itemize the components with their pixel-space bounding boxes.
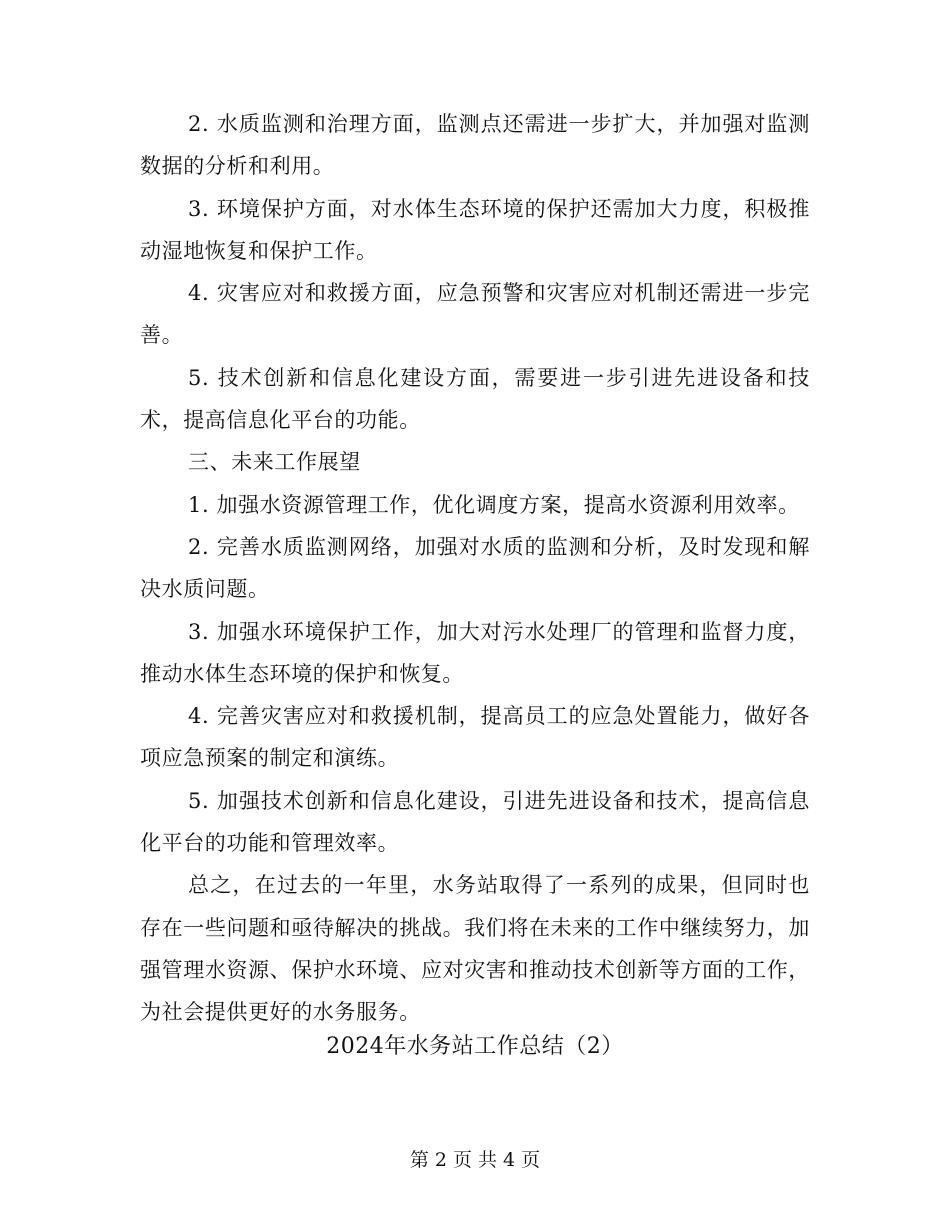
page-footer: 第 2 页 共 4 页: [409, 1149, 541, 1171]
paragraph-technology-issue: 5. 技术创新和信息化建设方面，需要进一步引进先进设备和技术，提高信息化平台的功能。: [140, 365, 810, 433]
paragraph-plan-water-quality: 2. 完善水质监测网络，加强对水质的监测和分析，及时发现和解决水质问题。: [140, 534, 810, 602]
paragraph-disaster-issue: 4. 灾害应对和救援方面，应急预警和灾害应对机制还需进一步完善。: [140, 281, 810, 348]
paragraph-plan-water-resources: 1. 加强水资源管理工作，优化调度方案，提高水资源利用效率。: [188, 492, 800, 517]
section-heading-future-outlook: 三、未来工作展望: [188, 450, 361, 475]
document-body: [140, 103, 810, 1034]
document-title: 2024年水务站工作总结（2）: [326, 1034, 624, 1059]
paragraph-plan-environment: 3. 加强水环境保护工作，加大对污水处理厂的管理和监督力度，推动水体生态环境的保护和恢复。: [140, 619, 810, 686]
paragraph-plan-technology: 5. 加强技术创新和信息化建设，引进先进设备和技术，提高信息化平台的功能和管理效率。: [140, 788, 810, 856]
paragraph-water-quality-issue: 2. 水质监测和治理方面，监测点还需进一步扩大，并加强对监测数据的分析和利用。: [140, 112, 810, 179]
paragraph-conclusion: 总之，在过去的一年里，水务站取得了一系列的成果，但同时也存在一些问题和亟待解决的挑战。我们将在未来的工作中继续努力，加强管理水资源、保护水环境、应对灾害和推动技术创新等方面的工作，为社会提供更好的水务服务。: [140, 873, 810, 1025]
paragraph-environment-issue: 3. 环境保护方面，对水体生态环境的保护还需加大力度，积极推动湿地恢复和保护工作。: [140, 196, 810, 263]
paragraph-plan-disaster: 4. 完善灾害应对和救援机制，提高员工的应急处置能力，做好各项应急预案的制定和演练。: [140, 704, 810, 771]
